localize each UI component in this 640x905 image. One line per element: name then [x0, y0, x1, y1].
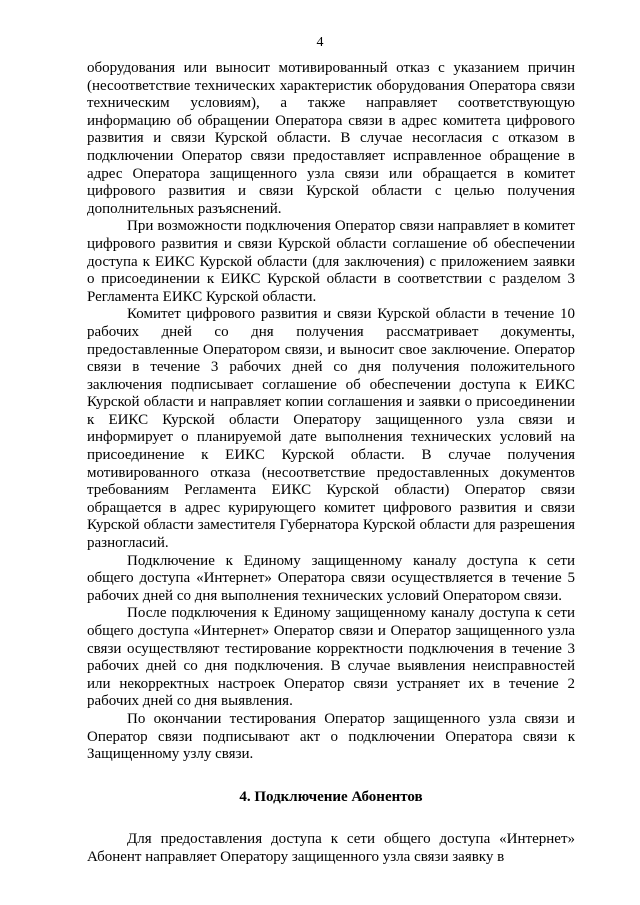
paragraph-channel-connection: Подключение к Единому защищенному каналу доступа к сети общего доступа «Интернет» Оператора связи осуществляется в течение 5 рабочих дней со дня выполнения технических условий Оператором связи. — [87, 552, 575, 604]
paragraph-continuation: оборудования или выносит мотивированный отказ с указанием причин (несоответствие технических характеристик оборудования Оператора связи техническим условиям), а также направляет соответствующую информацию об обращении Оператора связи в адрес комитета цифрового развития и связи Курской области. В случае несогласия с отказом в подключении Оператор связи предоставляет исправленное обращение в адрес Оператора защищенного узла связи или обращается в комитет цифрового развития и связи Курской области с целью получения дополнительных разъяснений. — [87, 60, 575, 217]
document-body — [87, 60, 575, 867]
paragraph-subscriber-request: Для предоставления доступа к сети общего доступа «Интернет» Абонент направляет Оператору защищенного узла связи заявку в — [87, 831, 575, 865]
paragraph-testing: После подключения к Единому защищенному каналу доступа к сети общего доступа «Интернет» Оператор связи и Оператор защищенного узла связи осуществляют тестирование корректности подключения в течение 3 рабочих дней со дня подключения. В случае выявления неисправностей или некорректных настроек Оператор связи устраняет их в течение 2 рабочих дней со дня выявления. — [87, 605, 575, 710]
page-number: 4 — [316, 35, 324, 50]
paragraph-connection-agreement: При возможности подключения Оператор связи направляет в комитет цифрового развития и связи Курской области соглашение об обеспечении доступа к ЕИКС Курской области (для заключения) с приложением заявки о присоединении к ЕИКС Курской области в соответствии с разделом 3 Регламента ЕИКС Курской области. — [87, 218, 575, 305]
paragraph-acceptance-act: По окончании тестирования Оператор защищенного узла связи и Оператор связи подписывают акт о подключении Оператора связи к Защищенному узлу связи. — [87, 710, 575, 763]
section-heading: 4. Подключение Абонентов — [239, 788, 423, 805]
paragraph-committee-review: Комитет цифрового развития и связи Курской области в течение 10 рабочих дней со дня получения рассматривает документы, предоставленные Оператором связи, и выносит свое заключение. Оператор связи в течение 3 рабочих дней со дня получения положительного заключения подписывает соглашение об обеспечении доступа к ЕИКС Курской области и направляет копии соглашения и заявки о присоединении к ЕИКС Курской области Оператору защищенного узла связи и информирует о планируемой дате выполнения технических условий на присоединение к ЕИКС Курской области. В случае получения мотивированного отказа (несоответствие предоставленных документов требованиям Регламента ЕИКС Курской области) Оператор связи обращается в адрес курирующего комитет цифрового развития и связи Курской области заместителя Губернатора Курской области для разрешения разногласий. — [87, 306, 575, 552]
